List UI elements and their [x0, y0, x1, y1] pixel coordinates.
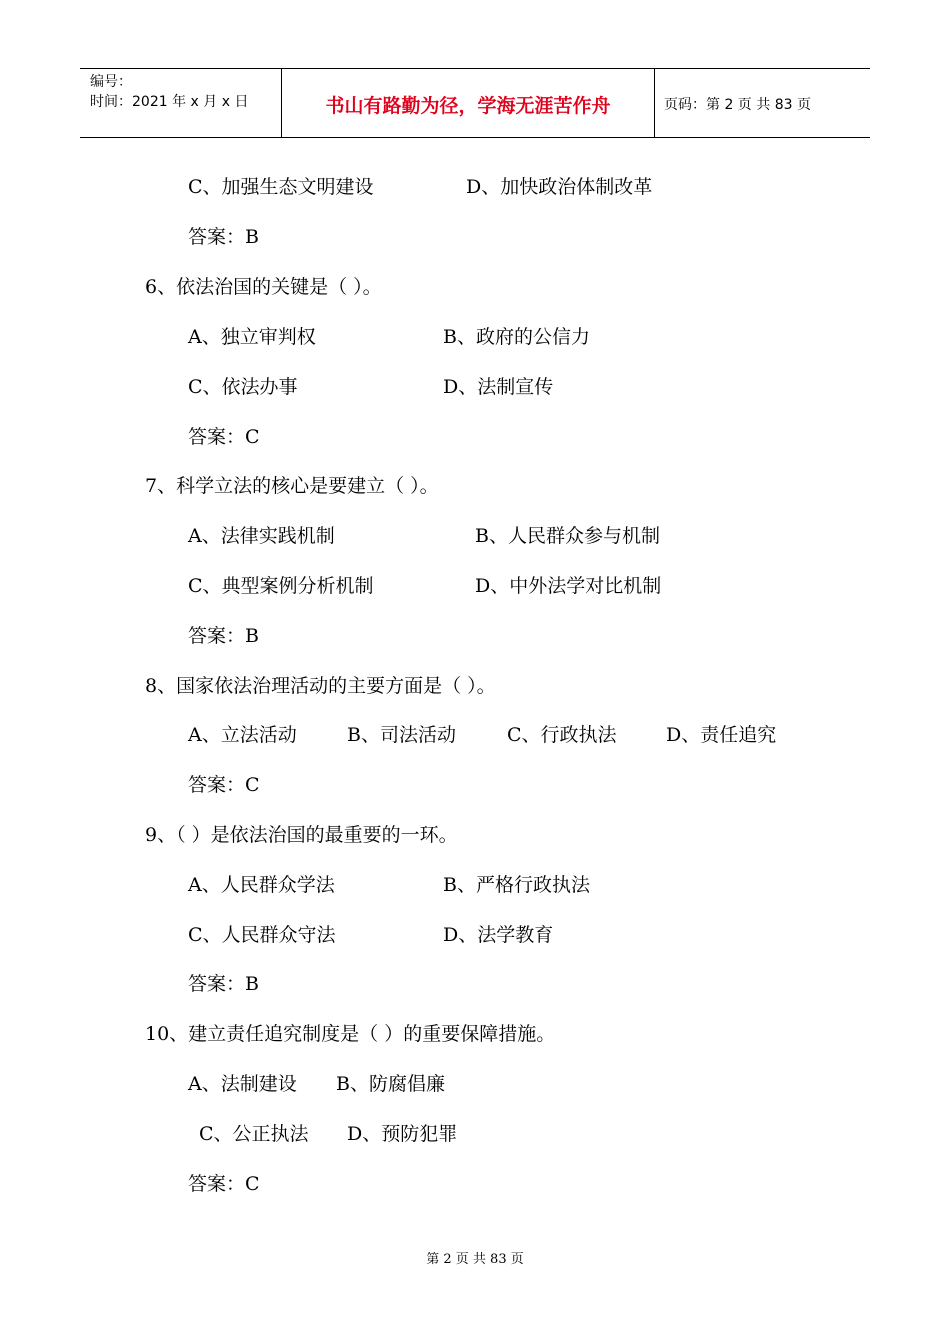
q8-option-a: A、立法活动 [188, 724, 297, 746]
q9-option-d: D、法学教育 [443, 924, 554, 946]
q9-stem: 9、（ ）是依法治国的最重要的一环。 [145, 824, 458, 846]
header-page-cell [654, 69, 870, 137]
q8-option-d: D、责任追究 [666, 724, 777, 746]
q9-option-c: C、人民群众守法 [188, 924, 336, 946]
q5-answer: 答案：B [188, 226, 259, 248]
q6-option-b: B、政府的公信力 [443, 326, 590, 348]
q10-option-c: C、公正执法 [199, 1123, 309, 1145]
document-number: 编号： [90, 74, 132, 90]
q10-option-d: D、预防犯罪 [347, 1123, 458, 1145]
q9-answer: 答案：B [188, 973, 259, 995]
q9-option-b: B、严格行政执法 [443, 874, 590, 896]
q8-option-c: C、行政执法 [507, 724, 617, 746]
q8-answer: 答案：C [188, 774, 260, 796]
header-slogan: 书山有路勤为径，学海无涯苦作舟 [325, 95, 611, 117]
q7-answer: 答案：B [188, 625, 259, 647]
q8-stem: 8、国家依法治理活动的主要方面是（ ）。 [145, 675, 496, 697]
header-slogan-cell [281, 69, 655, 137]
page-footer: 第 2 页 共 83 页 [426, 1252, 524, 1267]
q6-option-c: C、依法办事 [188, 376, 298, 398]
q6-answer: 答案：C [188, 426, 260, 448]
q10-answer: 答案：C [188, 1173, 260, 1195]
q9-option-a: A、人民群众学法 [188, 874, 335, 896]
document-date: 时间：2021 年 x 月 x 日 [90, 94, 249, 110]
header-page-number: 页码：第 2 页 共 83 页 [664, 97, 811, 113]
q7-option-b: B、人民群众参与机制 [475, 525, 660, 547]
page-header [80, 68, 870, 138]
q7-option-a: A、法律实践机制 [188, 525, 335, 547]
q5-option-c: C、加强生态文明建设 [188, 176, 374, 198]
q7-option-d: D、中外法学对比机制 [475, 575, 662, 597]
q7-stem: 7、科学立法的核心是要建立（ ）。 [145, 475, 439, 497]
q6-option-a: A、独立审判权 [188, 326, 316, 348]
q6-option-d: D、法制宣传 [443, 376, 554, 398]
q8-option-b: B、司法活动 [347, 724, 456, 746]
q5-option-d: D、加快政治体制改革 [466, 176, 653, 198]
q6-stem: 6、依法治国的关键是（ ）。 [145, 276, 382, 298]
q10-stem: 10、建立责任追究制度是（ ）的重要保障措施。 [145, 1023, 556, 1045]
q7-option-c: C、典型案例分析机制 [188, 575, 374, 597]
q10-option-b: B、防腐倡廉 [336, 1073, 445, 1095]
header-meta [80, 69, 280, 137]
q10-option-a: A、法制建设 [188, 1073, 297, 1095]
